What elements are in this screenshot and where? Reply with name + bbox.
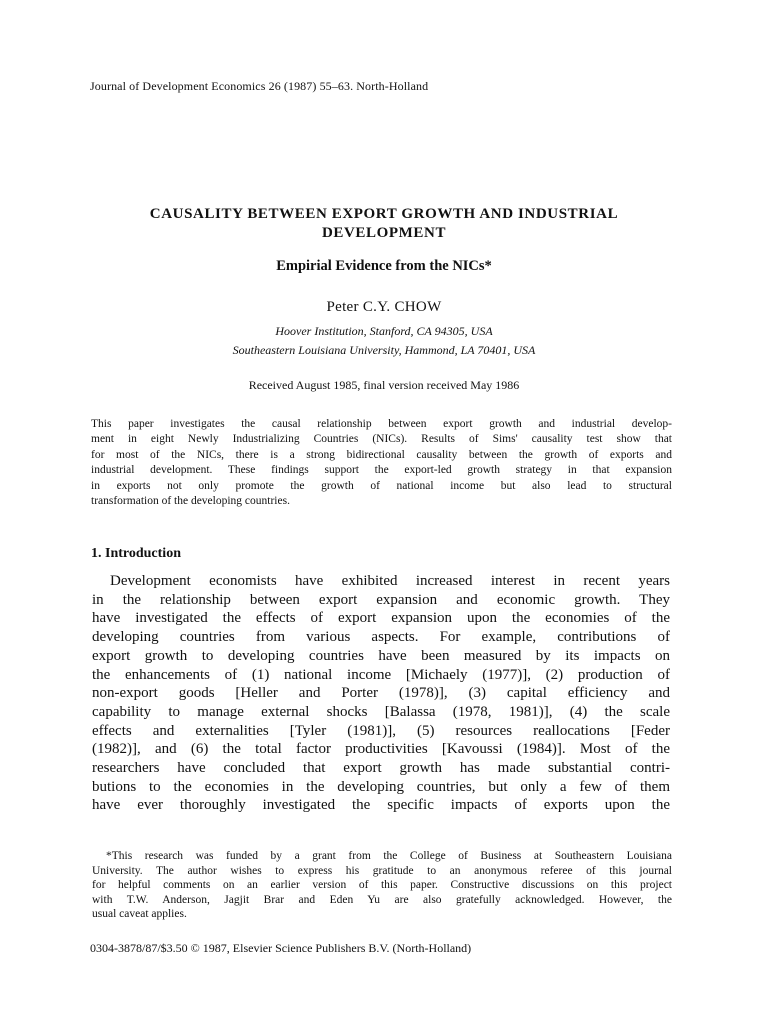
body-line: researchers have concluded that export growth has made substantial contri- bbox=[92, 760, 670, 777]
body-line: developing countries from various aspects. For example, contributions of bbox=[92, 629, 670, 646]
introduction-body bbox=[92, 572, 670, 815]
abstract-line: ment in eight Newly Industrializing Countries (NICs). Results of Sims' causality test show that bbox=[91, 433, 672, 446]
body-line: in the relationship between export expansion and economic growth. They bbox=[92, 591, 670, 608]
footnote-line: usual caveat applies. bbox=[92, 908, 187, 921]
article-subtitle: Empirial Evidence from the NICs* bbox=[276, 258, 492, 274]
section-heading-introduction: 1. Introduction bbox=[91, 546, 181, 561]
body-line: have investigated the effects of export expansion upon the economies of the bbox=[92, 610, 670, 627]
received-dates: Received August 1985, final version received May 1986 bbox=[248, 378, 520, 392]
author-affiliation-1: Hoover Institution, Stanford, CA 94305, USA bbox=[275, 324, 493, 338]
abstract-line: This paper investigates the causal relationship between export growth and industrial develop- bbox=[91, 418, 672, 430]
footnote bbox=[92, 849, 672, 922]
body-line: (1982)], and (6) the total factor productivities [Kavoussi (1984)]. Most of the bbox=[92, 741, 670, 758]
body-line: butions to the economies in the developing countries, but only a few of them bbox=[92, 778, 670, 795]
body-line: export growth to developing countries have been measured by its impacts on bbox=[92, 647, 670, 664]
footnote-line: *This research was funded by a grant from the College of Business at Southeastern Louisiana bbox=[106, 850, 672, 862]
article-title bbox=[0, 205, 768, 243]
article-title-line-1: CAUSALITY BETWEEN EXPORT GROWTH AND INDUSTRIAL bbox=[149, 206, 619, 222]
body-line: non-export goods [Heller and Porter (1978)], (3) capital efficiency and bbox=[92, 685, 670, 702]
body-line: the enhancements of (1) national income [Michaely (1977)], (2) production of bbox=[92, 666, 670, 683]
author-affiliation-2: Southeastern Louisiana University, Hammond, LA 70401, USA bbox=[232, 343, 536, 357]
abstract-line: in exports not only promote the growth of national income but also lead to structural bbox=[91, 479, 672, 492]
footnote-line: with T.W. Anderson, Jagjit Brar and Eden Yu are also gratefully acknowledged. However, the bbox=[92, 893, 672, 906]
copyright-notice: 0304-3878/87/$3.50 © 1987, Elsevier Science Publishers B.V. (North-Holland) bbox=[90, 941, 472, 955]
abstract-line: industrial development. These findings support the export-led growth strategy in that expansion bbox=[91, 464, 672, 477]
footnote-line: for helpful comments on an earlier version of this paper. Constructive discussions on this project bbox=[92, 879, 672, 892]
article-title-line-2: DEVELOPMENT bbox=[321, 225, 447, 241]
body-line: effects and externalities [Tyler (1981)], (5) resources reallocations [Feder bbox=[92, 722, 670, 739]
abstract-line: for most of the NICs, there is a strong bidirectional causality between the growth of exports and bbox=[91, 448, 672, 461]
body-line: have ever thoroughly investigated the specific impacts of exports upon the bbox=[92, 797, 670, 814]
body-line: Development economists have exhibited increased interest in recent years bbox=[110, 573, 670, 589]
body-line: capability to manage external shocks [Balassa (1978, 1981)], (4) the scale bbox=[92, 703, 670, 720]
author-name: Peter C.Y. CHOW bbox=[326, 299, 442, 315]
abstract-line: transformation of the developing countries. bbox=[91, 495, 290, 508]
footnote-line: University. The author wishes to express his gratitude to an anonymous referee of this journal bbox=[92, 864, 672, 877]
abstract bbox=[91, 417, 672, 509]
journal-citation: Journal of Development Economics 26 (1987) 55–63. North-Holland bbox=[90, 79, 429, 93]
